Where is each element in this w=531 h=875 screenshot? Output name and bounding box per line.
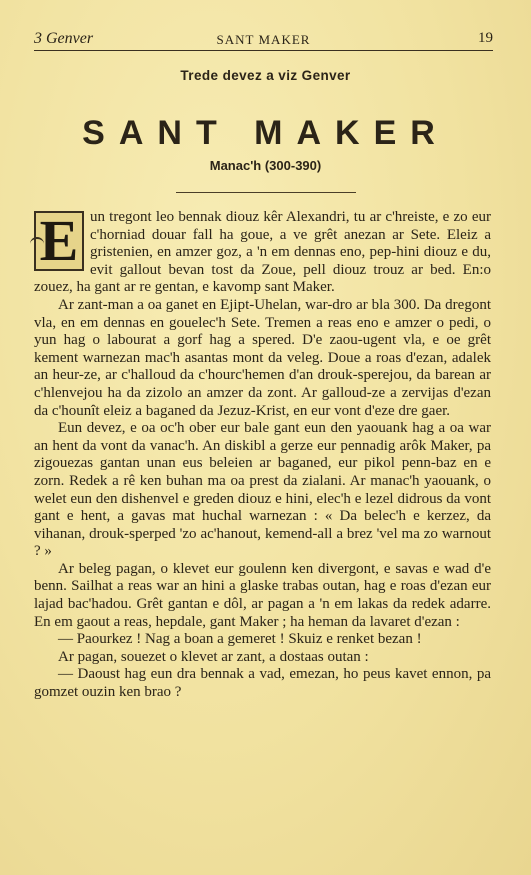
saint-title: SANT MAKER (82, 114, 449, 152)
paragraph-2: Ar zant-man a oa ganet en Ejipt-Uhelan, war-dro ar bla 300. Da dregont vla, en em dennas en gouelec'h Sete. Tremen a reas eno e amzer o pedi, o yun hag o labourat a gorf hag a spered. D'e zaou-ugent vla, e oe grêt kement warnezan mac'h asantas mont da veleg. Doue a roas d'ezan, adalek an heur-ze, ar c'halloud da c'hourc'hemen d'an drouk-sperejou, da barean ar c'hlenvejou ha da zizolo an amzer da zont. Ar galloud-ze a zervijas d'ezan da c'hounît eleiz a baganed da Jezuz-Krist, en eur vont d'eze dre gaer. (34, 296, 491, 419)
paragraph-3: Eun devez, e oa oc'h ober eur bale gant eun den yaouank hag a oa war an hent da vont da vanac'h. An diskibl a gerze eur pennadig arôk Maker, pa zigouezas gantan unan eus beleien ar baganed, eur pikol penn-baz en e zorn. Redek a rê ken buhan ma oa prest da zialani. Ar manac'h yaouank, o welet eun den dishenvel e greden diouz e hini, elec'h e lezel didrous da vont gant e hent, a gavas mat huchal warnezan : « Da belec'h e kerzez, da vihanan, drouk-sperped 'zo ac'hanout, kemend-all a brez 'vel ma zo warnout ? » (34, 420, 491, 560)
drop-cap-letter: E (39, 208, 79, 273)
paragraph-5: — Paourkez ! Nag a boan a gemeret ! Skuiz e renket bezan ! (58, 631, 422, 648)
header-title: SANT MAKER (216, 32, 311, 47)
paragraph-1 (34, 209, 491, 297)
page-number: 19 (478, 30, 493, 46)
paragraph-7: — Daoust hag eun dra bennak a vad, emezan, ho peus kavet ennon, pa gomzet ouzin ken brao ? (34, 666, 491, 701)
chapter-heading: Trede devez a viz Genver (180, 68, 351, 83)
drop-cap (34, 208, 84, 273)
title-rule (176, 192, 356, 193)
running-header (34, 30, 493, 50)
saint-subtitle: Manac'h (300-390) (209, 158, 322, 173)
paragraph-4: Ar beleg pagan, o klevet eur goulenn ken divergont, e savas e wad d'e benn. Sailhat a reas war an hini a glaske trabas outan, hag e roas d'ezan eur lajad bac'hadou. Grêt gantan e dôl, ar pagan a 'n em lakas da redek adarre. En em gaout a reas, hepdale, gant Maker ; ha heman da lavaret d'ezan : (34, 560, 491, 630)
paragraph-6: Ar pagan, souezet o klevet ar zant, a dostaas outan : (58, 648, 369, 665)
article-body (34, 209, 491, 702)
header-rule (34, 50, 493, 51)
header-date: 3 Genver (34, 30, 94, 47)
paragraph-text: un tregont leo bennak diouz kêr Alexandri, tu ar c'hreiste, e zo eur c'horniad douar fall ha goue, a ve grêt anezan ar Sete. Eleiz a gristenien, en amzer goz, a 'n em dennas eno, pep-hini diouz e du, evit gallout bevan tost da Zoue, pell diouz trouz ar bed. En:o zouez, ha gant ar re gentan, e kavomp sant Maker. (34, 209, 491, 296)
